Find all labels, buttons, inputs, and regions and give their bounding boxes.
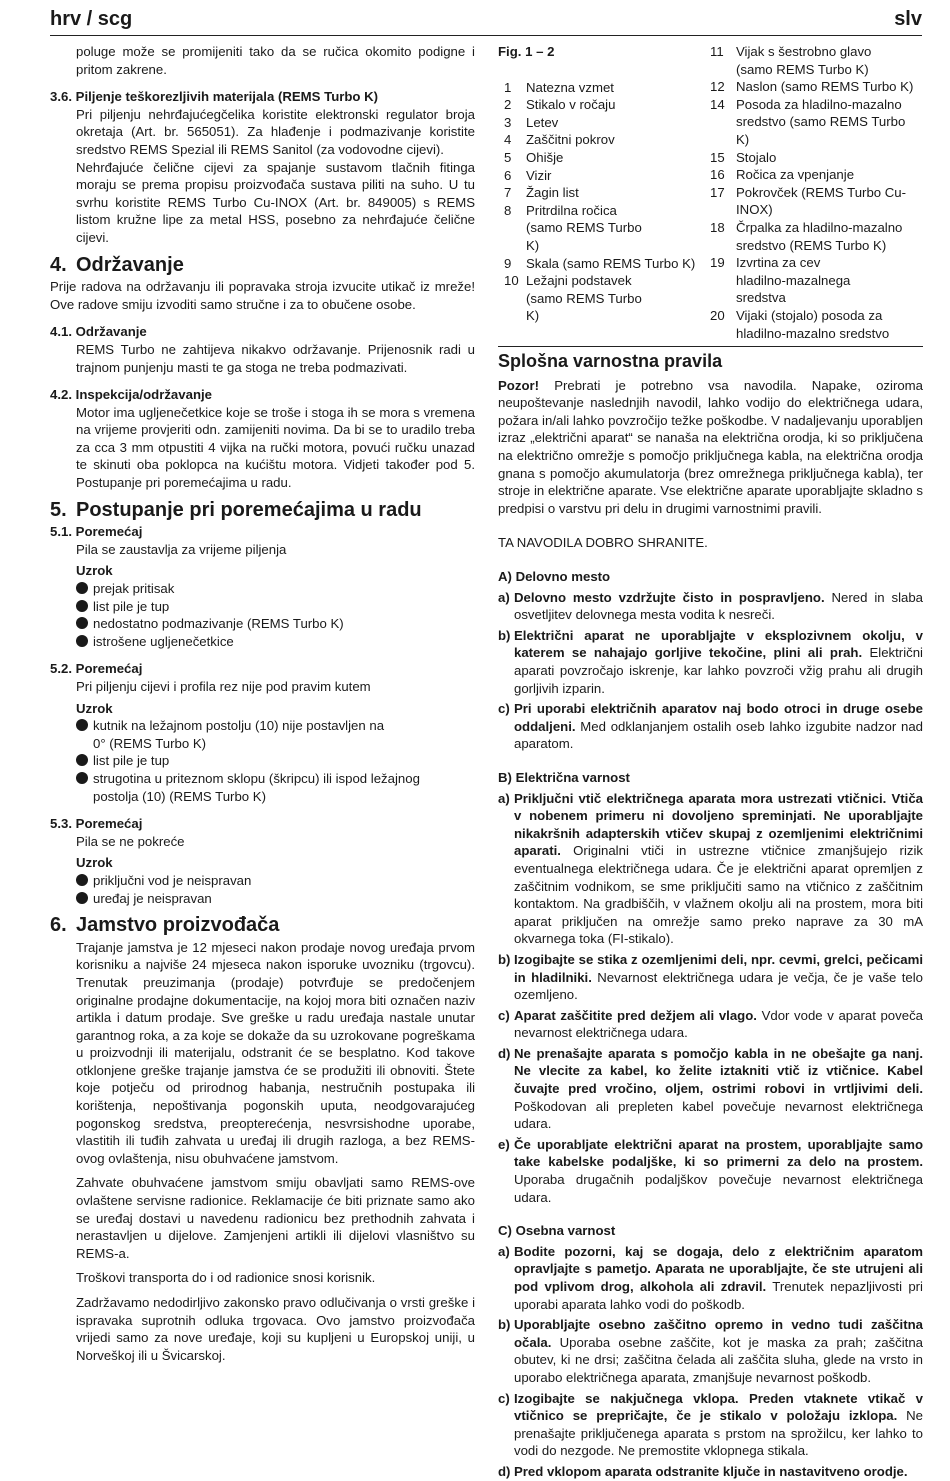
- legend-column-right: [710, 43, 922, 342]
- section-3-6-paragraph-1: Pri piljenju nehrđajućegčelika koristite elektronski regulator broja okretaja (Art. br. 565051). Za hlađenje i podmazivanje koristite sredstvo REMS Spezial ili REMS Sanitol (za vodovodne cijevi).: [76, 106, 475, 157]
- legend-item: 6 Vizir: [504, 167, 552, 183]
- section-6-heading: [50, 914, 475, 937]
- legend-item: 11 Vijak s šestrobno glavo (samo REMS Turbo K): [710, 44, 872, 77]
- section-5-1-title: 5.1. Poremećaj: [50, 524, 143, 540]
- section-5-heading: [50, 498, 475, 521]
- legend-item: 8 Pritrdilna ročica (samo REMS Turbo K): [504, 202, 642, 253]
- general-safety-paragraph: Pozor! Prebrati je potrebno vsa navodila. Napake, oziroma neupoštevanje naslednjih navodil, lahko vodijo do električnega udara, požara in/ali lahko povzročijo težke poškodbe. V nadaljevanju uporabljen izraz „električni aparat“ se nanaša na električna orodja, ki so priključena na električno omrežje s pomočjo priključnega kabla, na električna orodja gnana s pomočjo akumulatorja (brez omrežnega priključnega kabla), ter stroje in električne aparate. Vse električne aparate uporabljajte skladno s predpisi o varstvu pri delu in drugimi varnostnimi pravili.: [498, 377, 923, 516]
- list-item: list pile je tup: [50, 752, 475, 770]
- cause-label: Uzrok: [76, 563, 113, 579]
- section-title: Održavanje: [76, 253, 184, 276]
- cause-label: Uzrok: [76, 700, 113, 716]
- legend-item: 20 Vijaki (stojalo) posoda za hladilno-mazalno sredstvo: [710, 307, 890, 341]
- list-item: c) Izogibajte se nakjučnega vklopa. Preden vtaknete vtikač v vtičnico se prepričajte, če je stikalo v položaju izklopa. Ne prenašajte priključenega aparata s prstom na sprožilcu, ker lahko to vodi do nezgode. Ne premostite vklopnega stikala.: [498, 1390, 924, 1459]
- header-language-right: slv: [894, 8, 922, 30]
- legend-item: 3 Letev: [504, 114, 559, 130]
- section-5-3-paragraph: Pila se ne pokreće: [76, 833, 185, 849]
- header-rule: [50, 35, 922, 36]
- section-4-1-title: 4.1. Održavanje: [50, 324, 147, 340]
- section-title: Jamstvo proizvođača: [76, 914, 280, 937]
- figure-legend: [498, 43, 923, 342]
- bullet-icon: [76, 892, 88, 904]
- section-4-1-paragraph: REMS Turbo ne zahtijeva nikakvo održavanje. Prijenosnik radi u trajnom punjenju masti te ga stoga ne treba podmazivati.: [76, 341, 475, 375]
- list-item: a) Priključni vtič električnega aparata mora ustrezati vtičnici. Vtiča v nobenem primeru ni dovoljeno spreminjati. Ne uporabljajte nikakršnih adapterskih vtičev skupaj z ozemljenimi električnimi aparati. Originalni vtiči in ustrezne vtičnice zmanjšujejo rizik eventualnega električnega udara. Če je električni aparat opremljen z zaščitnim vodnikom, se sme priključiti samo na vtičnico z zaščitnim kontaktom. Na gradbiščih, v vlažnem okolju ali na prostem, mora biti aparat priključen na omrežje samo preko naprave za 30 mA okvarnega toka (FI-stikalo).: [498, 790, 923, 947]
- bullet-icon: [76, 582, 88, 594]
- figure-title: Fig. 1 – 2: [498, 44, 555, 59]
- legend-item: 7 Žagin list: [504, 185, 579, 201]
- list-item: uređaj je neispravan: [50, 890, 475, 908]
- list-item: d) Pred vklopom aparata odstranite ključe in nastavitveno orodje.: [498, 1463, 908, 1479]
- legend-item: 4 Zaščitni pokrov: [504, 132, 615, 148]
- section-4-heading: [50, 253, 475, 276]
- section-3-6-title: 3.6. Piljenje teškorezljivih materijala (REMS Turbo K): [50, 89, 379, 105]
- section-b-title: B) Električna varnost: [498, 769, 630, 785]
- cause-label: Uzrok: [76, 855, 113, 871]
- bullet-icon: [76, 772, 88, 784]
- legend-item: 2 Stikalo v ročaju: [504, 97, 616, 113]
- section-number: 6.: [50, 914, 67, 937]
- list-item: prejak pritisak: [50, 580, 475, 598]
- list-item: strugotina u priteznom sklopu (škripcu) ili ispod ležajnog postolja (10) (REMS Turbo K): [50, 770, 475, 805]
- section-title: Postupanje pri poremećajima u radu: [76, 498, 422, 521]
- legend-item: 14 Posoda za hladilno-mazalno sredstvo (samo REMS Turbo K): [710, 96, 906, 147]
- section-number: 4.: [50, 253, 67, 276]
- section-5-2-paragraph: Pri piljenju cijevi i profila rez nije pod pravim kutem: [76, 679, 371, 694]
- legend-item: 18 Črpalka za hladilno-mazalno sredstvo (REMS Turbo K): [710, 219, 903, 253]
- legend-item: 5 Ohišje: [504, 149, 564, 165]
- section-5-1-paragraph: Pila se zaustavlja za vrijeme piljenja: [76, 541, 287, 557]
- right-column: [498, 43, 923, 1481]
- legend-divider: [498, 346, 923, 347]
- section-4-paragraph: Prije radova na održavanju ili popravaka stroja izvucite utikač iz mreže! Ove radove smiju izvoditi samo stručne i za to obučene osobe.: [50, 279, 475, 312]
- list-item: priključni vod je neispravan: [50, 872, 475, 890]
- list-item: e) Če uporabljate električni aparat na prostem, uporabljajte samo take kabelske podaljške, ki so primerni za delo na prostem. Uporaba drugačnih podaljškov povečuje nevarnost električnega udara.: [498, 1136, 923, 1205]
- list-item: a) Bodite pozorni, kaj se dogaja, delo z električnim aparatom opravljajte s pametjo. Aparata ne uporabljajte, če ste utrujeni ali pod vplivom drog, alkohola ali zdravil. Trenutek nepazljivosti pri uporabi aparata lahko vodi do poškodb.: [498, 1243, 923, 1312]
- legend-item: 9 Skala (samo REMS Turbo K): [504, 255, 696, 271]
- bullet-icon: [76, 635, 88, 647]
- list-item: c) Pri uporabi električnih aparatov naj bodo otroci in druge osebe oddaljeni. Med odklanjanjem ostalih oseb lahko izgubite nadzor nad aparatom.: [498, 701, 923, 752]
- warranty-paragraph-2: Zahvate obuhvaćene jamstvom smiju obavljati samo REMS-ove ovlaštene servisne radionice. Reklamacije će biti priznate samo ako se uređaj dostavi u navedenu radionicu bez prethodnih zahvata i nerastavljen u dijelove. Zamjenjeni artikli ili dijelovi vlasništvo su REMS-a.: [76, 1175, 475, 1261]
- bullet-icon: [76, 874, 88, 886]
- legend-item: 17 Pokrovček (REMS Turbo Cu-INOX): [710, 184, 907, 218]
- list-item: a) Delovno mesto vzdržujte čisto in pospravljeno. Nered in slaba osvetljitev delovnega mesta vodita k nesreči.: [498, 589, 924, 623]
- legend-item: 16 Ročica za vpenjanje: [710, 167, 855, 183]
- legend-item: 12 Naslon (samo REMS Turbo K): [710, 79, 914, 95]
- list-item: list pile je tup: [50, 598, 475, 616]
- list-item: b) Uporabljajte osebno zaščitno opremo in vedno tudi zaščitna očala. Uporaba osebne zaščite, kot je maska za prah; zaščitna obutev, ki ne drsi; zaščitna čelada ali zaščita sluha, glede na vrsto in uporabo električnega aparata, zmanjšuje nevarnost poškodb.: [498, 1317, 923, 1385]
- legend-item: 19 Izvrtina za cev hladilno-mazalnega sredstva: [710, 255, 851, 306]
- legend-column-left: [498, 43, 710, 342]
- section-c-title: C) Osebna varnost: [498, 1223, 616, 1239]
- bullet-icon: [76, 600, 88, 612]
- header-language-left: hrv / scg: [50, 8, 133, 30]
- legend-item: 1 Natezna vzmet: [504, 79, 614, 95]
- section-number: 5.: [50, 498, 67, 521]
- list-item: d) Ne prenašajte aparata s pomočjo kabla in ne obešajte ga nanj. Ne vlecite za kabel, ko želite iztakniti vtič iz vtičnice. Kabel čuvajte pred vročino, oljem, ostrimi robovi in vrtljivimi deli. Poškodovan ali prepleten kabel povečuje nevarnost električnega udara.: [498, 1045, 923, 1132]
- general-safety-title: Splošna varnostna pravila: [498, 351, 723, 372]
- section-3-6-paragraph-2: Nehrđajuće čelične cijevi za spajanje sustavom tlačnih fitinga moraju se prema propisu proizvođača sustava piliti na suho. U tu svrhu koristite REMS Turbo Cu-INOX (Art. br. 849005) s REMS listom kružne lipe za metal HSS, posebno za nehrđajuće čelične cijevi.: [76, 159, 475, 245]
- section-a-title: A) Delovno mesto: [498, 569, 611, 585]
- warranty-paragraph-3: Troškovi transporta do i od radionice snosi korisnik.: [76, 1270, 376, 1286]
- list-item: nedostatno podmazivanje (REMS Turbo K): [50, 615, 475, 633]
- section-5-3-title: 5.3. Poremećaj: [50, 816, 143, 832]
- intro-paragraph: poluge može se promijeniti tako da se ručica okomito podigne i pritom zakrene.: [76, 44, 475, 77]
- list-item: kutnik na ležajnom postolju (10) nije postavljen na 0° (REMS Turbo K): [50, 717, 475, 752]
- warning-label: Pozor!: [498, 377, 540, 393]
- section-4-2-paragraph: Motor ima ugljenečetkice koje se troše i stoga ih se mora s vremena na vrijeme provjeriti odn. zamijeniti novima. Da bi se to uradilo treba za cca 3 mm otpustiti 4 vijka na ručki motora, povući ručku unazad te skinuti oba poklopca na kućištu motora. Vidjeti također pod 5. Postupanje pri poremećajima u radu.: [76, 404, 475, 491]
- legend-item: 15 Stojalo: [710, 149, 777, 165]
- section-4-2-title: 4.2. Inspekcija/održavanje: [50, 387, 212, 403]
- list-item: c) Aparat zaščitite pred dežjem ali vlago. Vdor vode v aparat poveča nevarnost električnega udara.: [498, 1007, 923, 1041]
- warranty-paragraph-4: Zadržavamo nedodirljivo zakonsko pravo odlučivanja o vrsti greške i ispravaka suprotnih odluka trgovaca. Ovo jamstvo proizvođača vrijedi samo za nove uređaje, koji su kupljeni u Europskoj uniji, u Norveškoj ili u Švicarskoj.: [76, 1295, 475, 1363]
- list-item: b) Električni aparat ne uporabljajte v eksplozivnem okolju, v katerem se nahajajo gorljive tekočine, plini ali prah. Električni aparati povzročajo iskrenje, kar lahko povzroči vžig prahu ali drugih gorljivih izparin.: [498, 627, 923, 696]
- list-item: b) Izogibajte se stika z ozemljenimi deli, npr. cevmi, grelci, pečicami in hladilniki. Nevarnost električnega udara je večja, če je vaše telo ozemljeno.: [498, 951, 923, 1003]
- warranty-paragraph-1: Trajanje jamstva je 12 mjeseci nakon prodaje novog uređaja prvom korisniku a najviše 24 mjeseca nakon isporuke uvozniku (trgovcu). Trenutak preuzimanja (prodaje) potvrđuje se predočenjem originalne prodajne dokumentacije, na kojoj mora biti označen naziv artikla i datum prodaje. Sve greške u radu uređaja nastale unutar garantnog roka, a za koje se dokaže da su uzrokovane pogreškama u proizvodnji ili materijalu, odstranit će se besplatno. Kod takove otklonjene greške trajanje jamstva će se produžiti ili obnoviti. Štete koje potječu od prirodnog habanja, nestručnih postupaka ili korištenja, nepoštivanja pogonskih uputa, neodgovarajućeg pogonskog sredstva, preopterećenja, nesvrsishodne uporabe, vlastitih ili tuđih zahvata u uređaj ili drugih razloga, a bez REMS-ovog ovlaštenja, nisu obuhvaćene jamstvom.: [76, 939, 475, 1166]
- section-5-2-title: 5.2. Poremećaj: [50, 661, 143, 677]
- list-item: istrošene ugljenečetkice: [50, 633, 475, 651]
- keep-instructions: TA NAVODILA DOBRO SHRANITE.: [498, 535, 708, 551]
- legend-item: 10 Ležajni podstavek (samo REMS Turbo K): [504, 273, 642, 324]
- left-column: [50, 43, 475, 1364]
